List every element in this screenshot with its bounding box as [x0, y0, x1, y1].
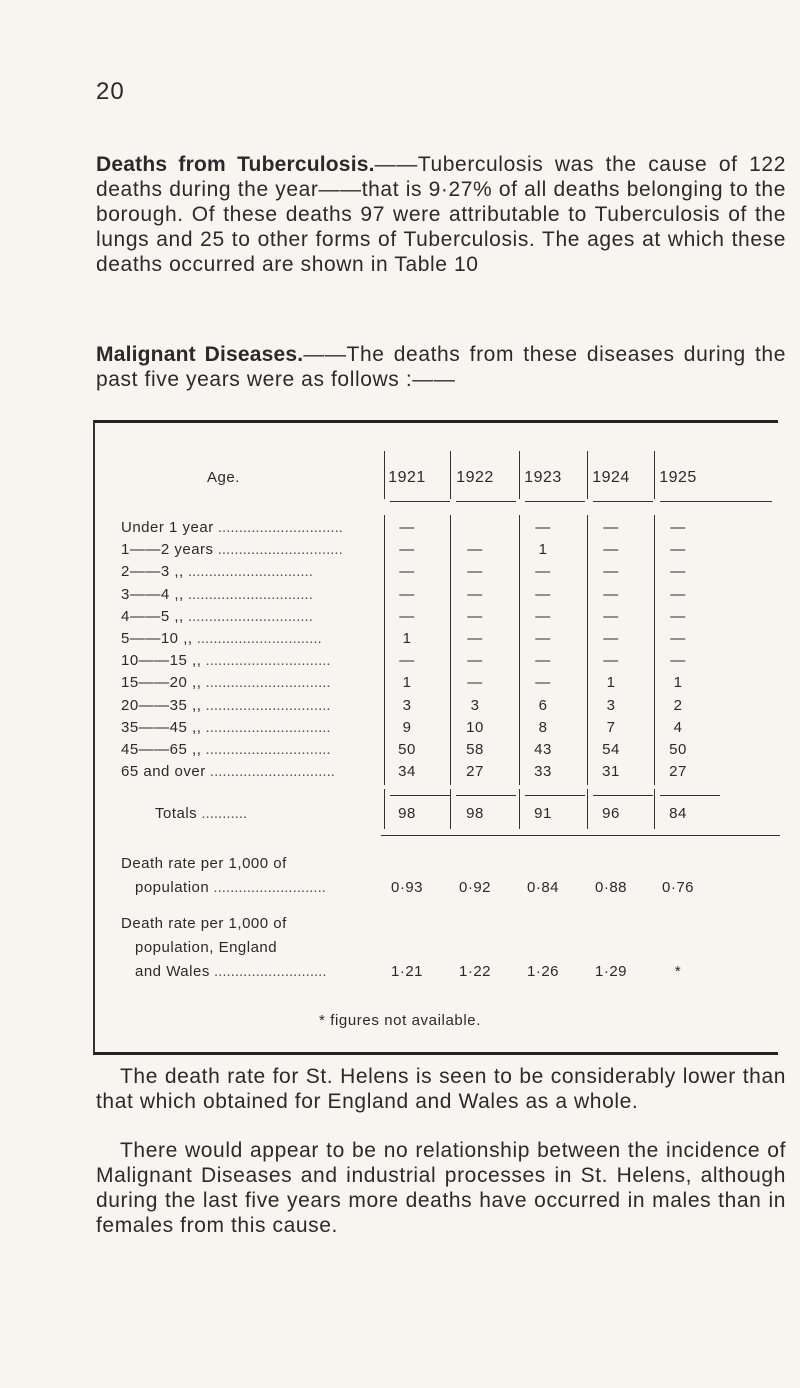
rate-cell: 0·84	[526, 879, 560, 896]
age-row-label	[121, 630, 379, 647]
table-cell: 1	[402, 674, 412, 692]
totals-cell: 96	[602, 805, 620, 822]
leader-dots: ..............................	[201, 741, 331, 758]
age-row-label	[121, 763, 379, 780]
age-label-text: 3——4 ,,	[121, 585, 184, 603]
rate-label-line: Death rate per 1,000 of	[121, 855, 287, 872]
table-cell: —	[467, 585, 483, 603]
rate-cell: 1·29	[594, 963, 628, 980]
relationship-paragraph: There would appear to be no relationship between the incidence of Malignant Diseases and industrial processes in St. Helens, although during the last five years more deaths have occurred in males than in females from this cause.	[96, 1139, 786, 1237]
table-cell: 9	[402, 718, 412, 736]
table-cell: 1	[673, 674, 683, 692]
rate-label-text: population	[135, 879, 210, 896]
rate-cell: 1·21	[390, 963, 424, 980]
table-cell: —	[670, 519, 686, 536]
table-cell: —	[603, 563, 619, 581]
table-cell: —	[467, 674, 483, 692]
column-separator	[587, 451, 588, 499]
tuberculosis-heading: Deaths from Tuberculosis.	[96, 153, 375, 176]
rate-cell: 1·26	[526, 963, 560, 980]
table-cell: 54	[602, 741, 620, 758]
age-row-label	[121, 674, 379, 691]
year-header-1924: 1924	[592, 469, 630, 486]
table-cell: 1	[402, 630, 412, 647]
age-label-text: 4——5 ,,	[121, 607, 184, 625]
leader-dots: ..............................	[213, 519, 343, 536]
table-cell: 58	[466, 741, 484, 758]
table-cell: 1	[538, 541, 548, 559]
leader-dots: ..............................	[192, 630, 322, 647]
rate-cell: 0·76	[661, 879, 695, 896]
year-header-1922: 1922	[456, 469, 494, 486]
table-cell: 6	[538, 696, 548, 714]
rate-label-line: population, England	[135, 939, 278, 956]
table-cell: —	[603, 585, 619, 603]
table-cell: —	[670, 563, 686, 581]
totals-cell: 84	[669, 805, 687, 822]
table-cell: 3	[606, 696, 616, 714]
table-cell: 50	[669, 741, 687, 758]
rate-label-line	[135, 879, 385, 896]
table-cell: —	[467, 607, 483, 625]
totals-cell: 98	[398, 805, 416, 822]
table-cell: 1	[606, 674, 616, 692]
table-cell: 7	[606, 718, 616, 736]
leader-dots: ..............................	[201, 674, 331, 692]
rate-cell: 0·93	[390, 879, 424, 896]
totals-cell: 98	[466, 805, 484, 822]
rate-label-line	[135, 963, 385, 980]
age-label-text: 65 and over	[121, 763, 206, 781]
header-underline	[660, 501, 772, 502]
age-label-text: 45——65 ,,	[121, 741, 202, 758]
leader-dots: ..............................	[201, 718, 331, 736]
table-cell: 27	[669, 763, 687, 781]
tuberculosis-paragraph	[96, 152, 786, 277]
age-row-label	[121, 741, 379, 758]
table-cell: 33	[534, 763, 552, 781]
age-row-label	[121, 541, 379, 558]
rate-cell: 0·92	[458, 879, 492, 896]
table-cell: 4	[673, 718, 683, 736]
age-row-label	[121, 697, 379, 714]
totals-cell: 91	[534, 805, 552, 822]
header-underline	[456, 501, 516, 502]
age-label-text: 2——3 ,,	[121, 563, 184, 581]
table-cell: —	[670, 607, 686, 625]
leader-dots: ...........................	[209, 879, 326, 896]
table-cell: —	[535, 674, 551, 692]
rate-cell: 1·22	[458, 963, 492, 980]
leader-dots: ..............................	[213, 541, 343, 559]
age-row-label	[121, 652, 379, 669]
leader-dots: ..............................	[183, 585, 313, 603]
table-cell: —	[535, 519, 551, 536]
table-cell: —	[670, 585, 686, 603]
table-cell: —	[535, 563, 551, 581]
age-row-label	[121, 719, 379, 736]
malignant-paragraph	[96, 342, 786, 392]
table-cell: —	[467, 652, 483, 670]
column-separator	[384, 451, 385, 499]
column-separator	[450, 451, 451, 499]
age-label-text: 1——2 years	[121, 541, 214, 559]
column-separator	[519, 515, 520, 785]
malignant-deaths-table	[93, 420, 778, 1055]
leader-dots: ...........	[197, 805, 248, 822]
age-row-label	[121, 608, 379, 625]
table-cell: 10	[466, 718, 484, 736]
table-cell: —	[399, 652, 415, 670]
table-cell: 50	[398, 741, 416, 758]
age-label-text: 20——35 ,,	[121, 696, 202, 714]
header-underline	[593, 501, 653, 502]
table-cell: —	[535, 652, 551, 670]
totals-underline	[390, 795, 450, 796]
table-cell: —	[603, 519, 619, 536]
rate-cell: *	[674, 963, 682, 980]
table-cell: 34	[398, 763, 416, 781]
age-label-text: 5——10 ,,	[121, 630, 193, 647]
death-rate-paragraph: The death rate for St. Helens is seen to be considerably lower than that which obtained for England and Wales as a whole.	[96, 1065, 786, 1113]
age-label-text: Under 1 year	[121, 519, 214, 536]
totals-underline	[456, 795, 516, 796]
year-header-1923: 1923	[524, 469, 562, 486]
header-underline	[390, 501, 450, 502]
age-label-text: 15——20 ,,	[121, 674, 202, 692]
malignant-text: ——The deaths from these diseases during the past five years were as follows :——	[96, 343, 786, 391]
table-cell: 27	[466, 763, 484, 781]
year-header-1921: 1921	[388, 469, 426, 486]
header-underline	[525, 501, 585, 502]
leader-dots: ..............................	[201, 696, 331, 714]
rate-cell: 0·88	[594, 879, 628, 896]
section-rule	[381, 835, 780, 836]
table-footnote: * figures not available.	[319, 1012, 481, 1029]
table-cell: 3	[402, 696, 412, 714]
table-cell: 31	[602, 763, 620, 781]
leader-dots: ...........................	[209, 963, 327, 980]
table-cell: —	[535, 630, 551, 647]
column-separator	[654, 515, 655, 785]
table-cell: 3	[470, 696, 480, 714]
table-cell: —	[670, 652, 686, 670]
table-cell: —	[603, 652, 619, 670]
totals-label-text: Totals	[155, 805, 198, 822]
table-cell: —	[467, 563, 483, 581]
table-cell: —	[535, 585, 551, 603]
table-cell: —	[467, 630, 483, 647]
age-row-label	[121, 563, 379, 580]
column-separator	[450, 515, 451, 785]
year-header-1925: 1925	[659, 469, 697, 486]
table-cell: —	[399, 585, 415, 603]
totals-underline	[593, 795, 653, 796]
table-cell: 8	[538, 718, 548, 736]
leader-dots: ..............................	[183, 563, 313, 581]
table-cell: —	[670, 541, 686, 559]
rate-label-line: Death rate per 1,000 of	[121, 915, 287, 932]
page-number: 20	[96, 78, 125, 105]
malignant-heading: Malignant Diseases.	[96, 343, 304, 366]
totals-underline	[525, 795, 585, 796]
age-row-label	[121, 519, 379, 536]
age-column-header: Age.	[207, 469, 240, 486]
table-cell: —	[535, 607, 551, 625]
tuberculosis-text: ——Tuberculosis was the cause of 122 deaths during the year——that is 9·27% of all deaths belonging to the borough. Of these deaths 97 were attributable to Tuberculosis of the lungs and 25 to other forms of Tuberculosis. The ages at which these deaths occurred are shown in Table 10	[96, 153, 786, 276]
table-cell: 2	[673, 696, 683, 714]
table-cell: 43	[534, 741, 552, 758]
column-separator	[519, 451, 520, 499]
rate-label-text: and Wales	[135, 963, 210, 980]
column-separator	[587, 515, 588, 785]
table-cell: —	[399, 519, 415, 536]
table-cell: —	[603, 541, 619, 559]
totals-underline	[660, 795, 720, 796]
column-separator	[654, 451, 655, 499]
table-cell: —	[603, 607, 619, 625]
leader-dots: ..............................	[201, 652, 331, 670]
table-cell: —	[603, 630, 619, 647]
leader-dots: ..............................	[205, 763, 335, 781]
age-row-label	[121, 586, 379, 603]
age-label-text: 10——15 ,,	[121, 652, 202, 670]
table-cell: —	[467, 541, 483, 559]
totals-label	[155, 805, 247, 822]
age-label-text: 35——45 ,,	[121, 718, 202, 736]
column-separator	[384, 515, 385, 785]
table-cell: —	[670, 630, 686, 647]
table-cell: —	[399, 607, 415, 625]
table-cell: —	[399, 563, 415, 581]
leader-dots: ..............................	[183, 607, 313, 625]
table-cell: —	[399, 541, 415, 559]
